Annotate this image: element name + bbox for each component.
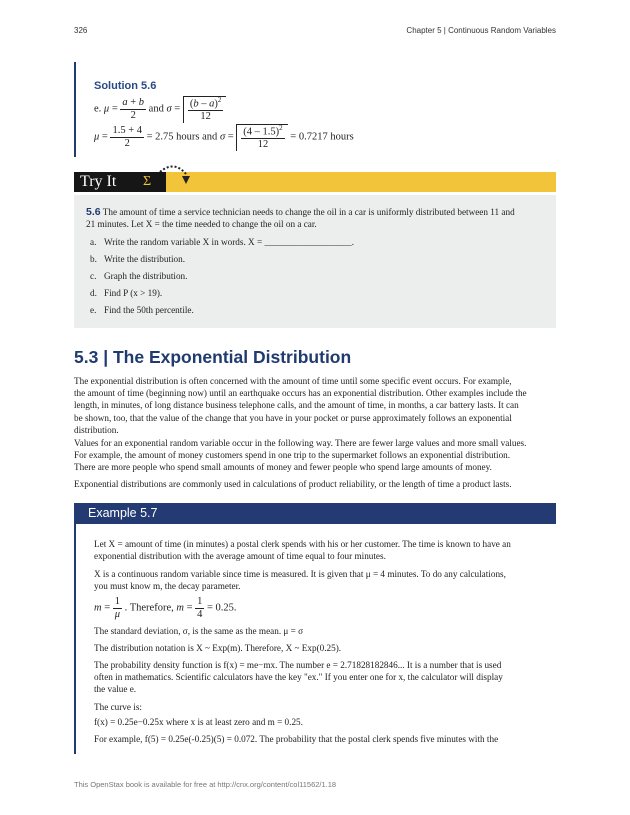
text-line: length, in minutes, of long distance business telephone calls, and the amount of time, in months, a car battery lasts. It can (74, 400, 519, 411)
list-item: b. Write the distribution. (90, 254, 186, 264)
unit-hours: hours (176, 131, 200, 143)
example-paragraph (94, 538, 554, 562)
text-line: the amount of time (beginning now) until an earthquake occurs has an exponential distribution. Other examples include the (74, 388, 527, 399)
text-line: The exponential distribution is often concerned with the amount of time until some specific event occurs. For example, (74, 376, 512, 386)
list-item: c. Graph the distribution. (90, 271, 188, 281)
text-line: The distribution notation is X ~ Exp(m). Therefore, X ~ Exp(0.25). (94, 643, 342, 653)
dotted-arrow-icon (158, 162, 194, 190)
solution-bar (74, 62, 76, 157)
text-line: Exponential distributions are commonly used in calculations of product reliability, or the length of time a product lasts. (74, 479, 512, 489)
example-formula-m: m = $\frac{1}{\mu}$ . Therefore, m = $\frac{1}{4}$ = 0.25. (94, 596, 237, 620)
text-line: For example, f(5) = 0.25e(-0.25)(5) = 0.072. The probability that the postal clerk spends five minutes with the (94, 734, 499, 744)
example-paragraph (94, 659, 554, 696)
problem-number: 5.6 (86, 206, 101, 218)
text-line: often in mathematics. Scientific calculators have the key "ex." If you enter one for x, the calculator will display (94, 672, 503, 683)
text-line: There are more people who spend small amounts of money and fewer people who spend large amounts of money. (74, 462, 492, 473)
text-line: f(x) = 0.25e−0.25x where x is at least zero and m = 0.25. (94, 717, 303, 727)
text-line: For example, the amount of money customers spend in one trip to the supermarket follows an exponential distribution. (74, 450, 511, 461)
problem-text: 21 minutes. Let X = the time needed to change the oil on a car. (86, 219, 317, 230)
text-line: X is a continuous random variable since time is measured. It is given that μ = 4 minutes. To do any calculations, (94, 569, 506, 579)
fraction: $\frac{a + b}{2}$ (122, 97, 145, 121)
text-line: the value e. (94, 684, 137, 695)
result-value: = 0.7217 (290, 131, 328, 143)
try-it-list (90, 236, 550, 321)
sqrt: $\frac{(b - a)^2}{12}$ (183, 96, 227, 123)
section-title: 5.3 | The Exponential Distribution (74, 347, 352, 367)
solution-title: Solution 5.6 (94, 80, 157, 92)
text-line: Values for an exponential random variable occur in the following way. There are fewer large values and more small values. (74, 438, 527, 448)
footer: This OpenStax book is available for free at http://cnx.org/content/col11562/1.18 (74, 780, 337, 789)
text-line: Let X = amount of time (in minutes) a postal clerk spends with his or her customer. The time is known to have an (94, 539, 511, 549)
and-text: and (202, 131, 218, 143)
try-it-problem (86, 206, 548, 230)
text-line: The probability density function is f(x) = me−mx. The number e = 2.71828182846... It is a number that is used (94, 660, 502, 670)
list-item: e. Find the 50th percentile. (90, 305, 194, 315)
fraction: $\frac{1.5 + 4}{2}$ (112, 125, 142, 149)
example-paragraph (94, 568, 554, 592)
result-value: = 2.75 (146, 131, 174, 143)
section-paragraph (74, 478, 556, 490)
and-text: and (148, 103, 164, 115)
fraction: $\frac{1}{\mu}$ (114, 596, 121, 620)
fraction: $\frac{1}{4}$ (197, 596, 203, 620)
list-item: d. Find P (x > 19). (90, 288, 163, 298)
text-line: exponential distribution with the average amount of time equal to four minutes. (94, 551, 386, 562)
sqrt: $\frac{(4 - 1.5)^2}{12}$ (236, 124, 287, 151)
text-line: you must know m, the decay parameter. (94, 581, 241, 592)
try-it-label: Try It (80, 173, 117, 190)
text-line: The curve is: (94, 702, 142, 712)
list-item: a. Write the random variable X in words. X = ___________________. (90, 237, 355, 247)
problem-text: The amount of time a service technician needs to change the oil in a car is uniformly distributed between 11 and (102, 207, 515, 217)
page-number: 326 (74, 26, 88, 35)
chapter-header: Chapter 5 | Continuous Random Variables (406, 26, 556, 35)
solution-formula-2: μ = $\frac{1.5 + 4}{2}$ = 2.75 hours and σ = $\frac{(4 - 1.5)^2}{12}$ = 0.7217 hours (94, 124, 354, 151)
solution-formula-1: e. μ = $\frac{a + b}{2}$ and σ = $\frac{(b - a)^2}{12}$ (94, 96, 226, 123)
section-paragraph (74, 437, 556, 474)
text-line: The standard deviation, σ, is the same as the mean. μ = σ (94, 626, 304, 636)
text-line: distribution. (74, 424, 119, 435)
example-title: Example 5.7 (88, 506, 158, 520)
example-bar (74, 524, 76, 754)
unit-hours: hours (330, 131, 354, 143)
section-paragraph (74, 375, 556, 436)
sigma-icon: Σ (143, 174, 152, 189)
item-letter: e. (94, 103, 102, 115)
text-line: be shown, too, that the value of the change that you have in your pocket or purse approximately follows an exponential (74, 412, 512, 423)
